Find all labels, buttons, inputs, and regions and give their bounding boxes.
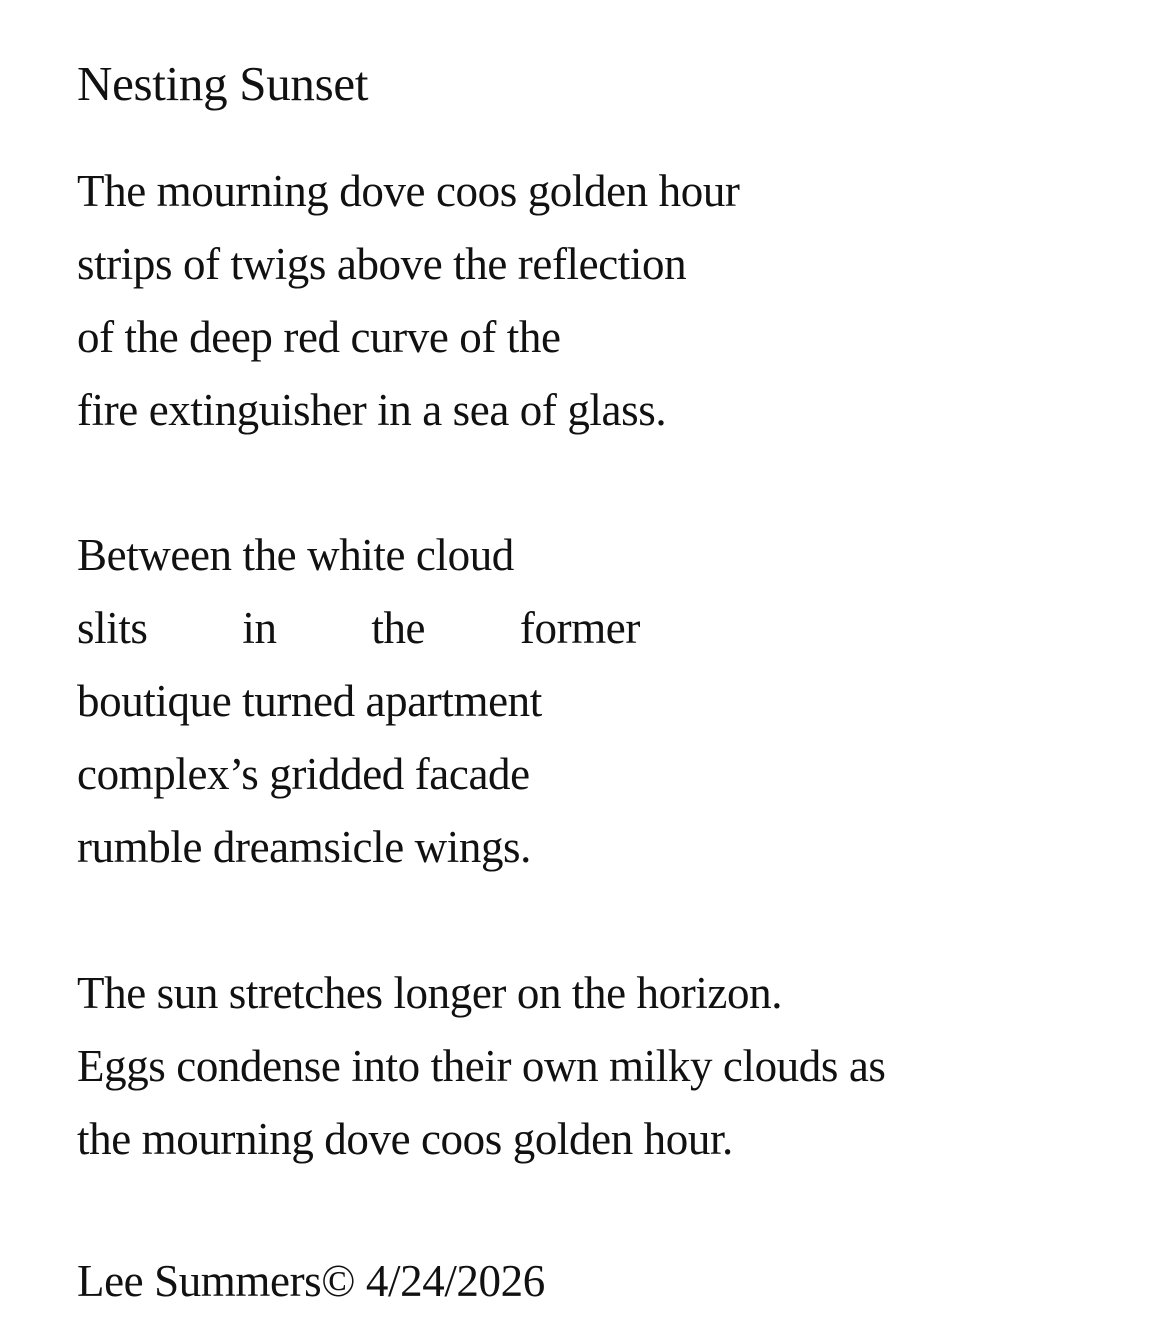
poem-word: the xyxy=(371,603,426,653)
poem-line: complex’s gridded facade xyxy=(77,749,530,799)
poem-line: rumble dreamsicle wings. xyxy=(77,822,532,872)
poem-line-spread xyxy=(77,598,640,658)
poem-line: strips of twigs above the reflection xyxy=(77,239,687,289)
poem-line: the mourning dove coos golden hour. xyxy=(77,1114,733,1164)
poem-word: in xyxy=(242,603,277,653)
poem-line: fire extinguisher in a sea of glass. xyxy=(77,385,667,435)
poem-line: of the deep red curve of the xyxy=(77,312,561,362)
poem-line: boutique turned apartment xyxy=(77,676,542,726)
poem-line: The mourning dove coos golden hour xyxy=(77,166,740,216)
poem-line: The sun stretches longer on the horizon. xyxy=(77,968,783,1018)
poem-title: Nesting Sunset xyxy=(77,56,369,111)
poem-word: former xyxy=(519,603,640,653)
poem-line: Eggs condense into their own milky clouds as xyxy=(77,1041,886,1091)
poem-word: slits xyxy=(77,603,148,653)
author-signature: Lee Summers© 4/24/2026 xyxy=(77,1256,545,1306)
poem-line: Between the white cloud xyxy=(77,530,514,580)
